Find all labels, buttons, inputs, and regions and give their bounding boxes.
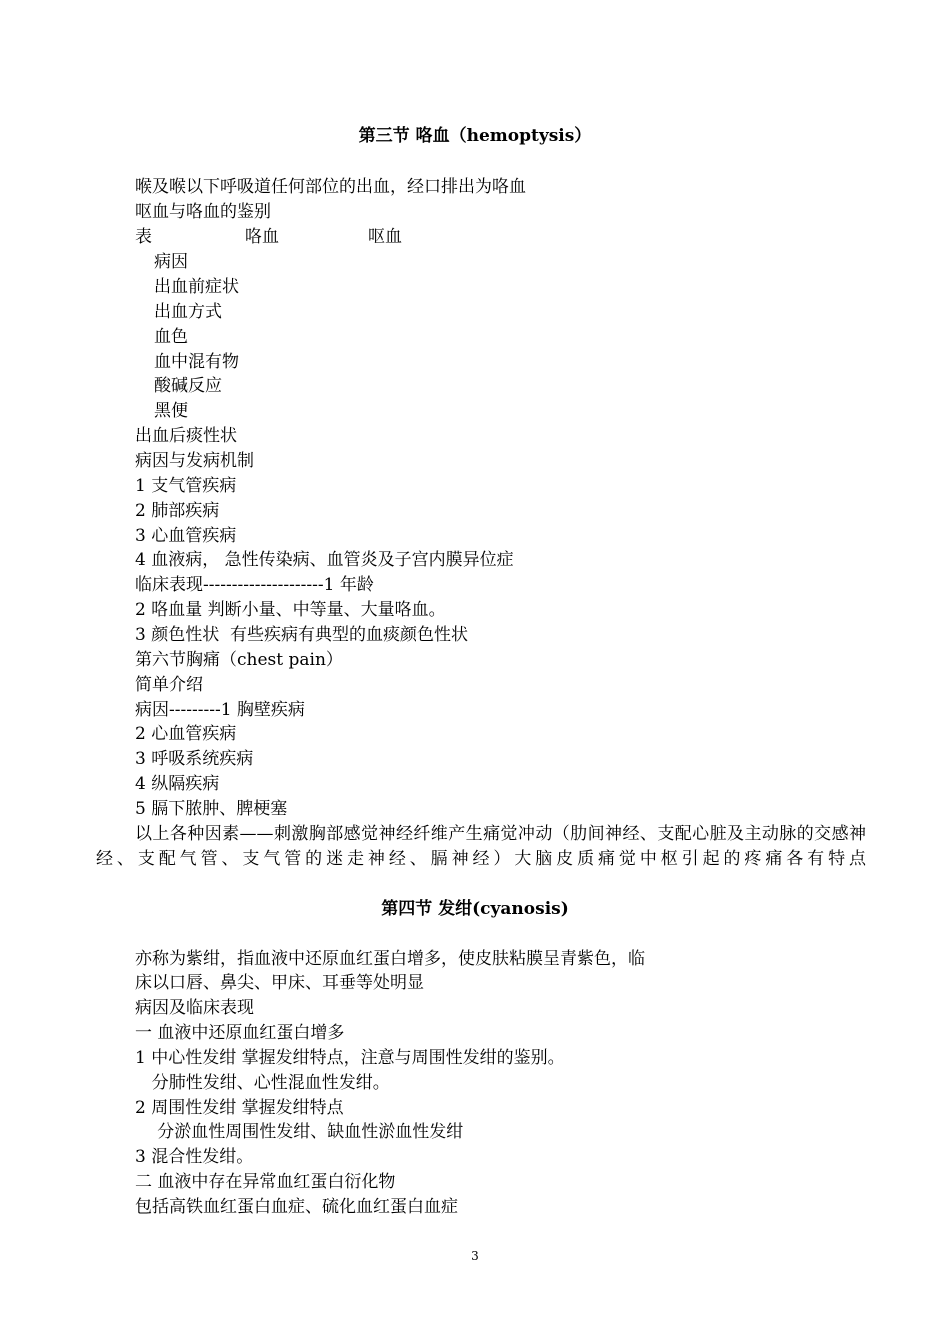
- list-item: 4 纵隔疾病: [135, 774, 220, 794]
- list-item: 病因---------1 胸壁疾病: [135, 700, 305, 720]
- chest-pain-mechanism-paragraph: 以上各种因素——刺激胸部感觉神经纤维产生痛觉冲动（肋间神经、支配心脏及主动脉的交感神经、支配气管、支气管的迷走神经、膈神经）大脑皮质痛觉中枢引起的疼痛各有特点: [96, 824, 866, 869]
- list-item: 3 混合性发绀。: [135, 1147, 254, 1167]
- hemoptysis-definition: 喉及喉以下呼吸道任何部位的出血，经口排出为咯血: [135, 177, 526, 197]
- after-bleeding-line: 出血后痰性状: [135, 426, 237, 446]
- table-row: 出血方式: [154, 302, 222, 322]
- list-item: 3 心血管疾病: [135, 526, 237, 546]
- list-item: 1 支气管疾病: [135, 476, 237, 496]
- cause-title: 病因与发病机制: [135, 451, 254, 471]
- section-heading-cyanosis: 第四节 发绀(cyanosis): [381, 899, 569, 919]
- list-item: 包括高铁血红蛋白血症、硫化血红蛋白血症: [135, 1197, 458, 1217]
- table-row: 血色: [154, 327, 188, 347]
- table-header-col0: 表: [135, 227, 152, 247]
- list-item: 2 周围性发绀 掌握发绀特点: [135, 1098, 344, 1118]
- table-header-col1: 咯血: [245, 227, 279, 247]
- list-item: 4 血液病， 急性传染病、血管炎及子宫内膜异位症: [135, 550, 514, 570]
- list-item: 2 肺部疾病: [135, 501, 220, 521]
- list-item: 3 颜色性状 有些疾病有典型的血痰颜色性状: [135, 625, 469, 645]
- list-item: 分淤血性周围性发绀、缺血性淤血性发绀: [141, 1122, 464, 1142]
- list-item: 二 血液中存在异常血红蛋白衍化物: [135, 1172, 396, 1192]
- list-item: 2 咯血量 判断小量、中等量、大量咯血。: [135, 600, 446, 620]
- list-item: 1 中心性发绀 掌握发绀特点，注意与周围性发绀的鉴别。: [135, 1048, 565, 1068]
- chest-pain-intro: 简单介绍: [135, 675, 203, 695]
- table-row: 病因: [154, 252, 188, 272]
- section-heading-hemoptysis: 第三节 咯血（hemoptysis）: [358, 126, 592, 146]
- table-row: 出血前症状: [154, 277, 239, 297]
- cyanosis-definition-line2: 床以口唇、鼻尖、甲床、耳垂等处明显: [135, 973, 424, 993]
- list-item: 一 血液中还原血红蛋白增多: [135, 1023, 345, 1043]
- page-number: 3: [471, 1249, 479, 1263]
- table-row: 黑便: [154, 401, 188, 421]
- compare-title: 呕血与咯血的鉴别: [135, 202, 271, 222]
- list-item: 5 膈下脓肿、脾梗塞: [135, 799, 288, 819]
- table-header-col2: 呕血: [368, 227, 402, 247]
- table-row: 血中混有物: [154, 352, 239, 372]
- section-heading-chest-pain: 第六节胸痛（chest pain）: [135, 650, 343, 670]
- list-item: 分肺性发绀、心性混血性发绀。: [141, 1073, 390, 1093]
- list-item: 2 心血管疾病: [135, 724, 237, 744]
- list-item: 3 呼吸系统疾病: [135, 749, 254, 769]
- cyanosis-definition-line1: 亦称为紫绀，指血液中还原血红蛋白增多，使皮肤粘膜呈青紫色，临: [135, 949, 645, 969]
- list-item: 临床表现---------------------1 年龄: [135, 575, 374, 595]
- table-row: 酸碱反应: [154, 376, 222, 396]
- list-item: 病因及临床表现: [135, 998, 254, 1018]
